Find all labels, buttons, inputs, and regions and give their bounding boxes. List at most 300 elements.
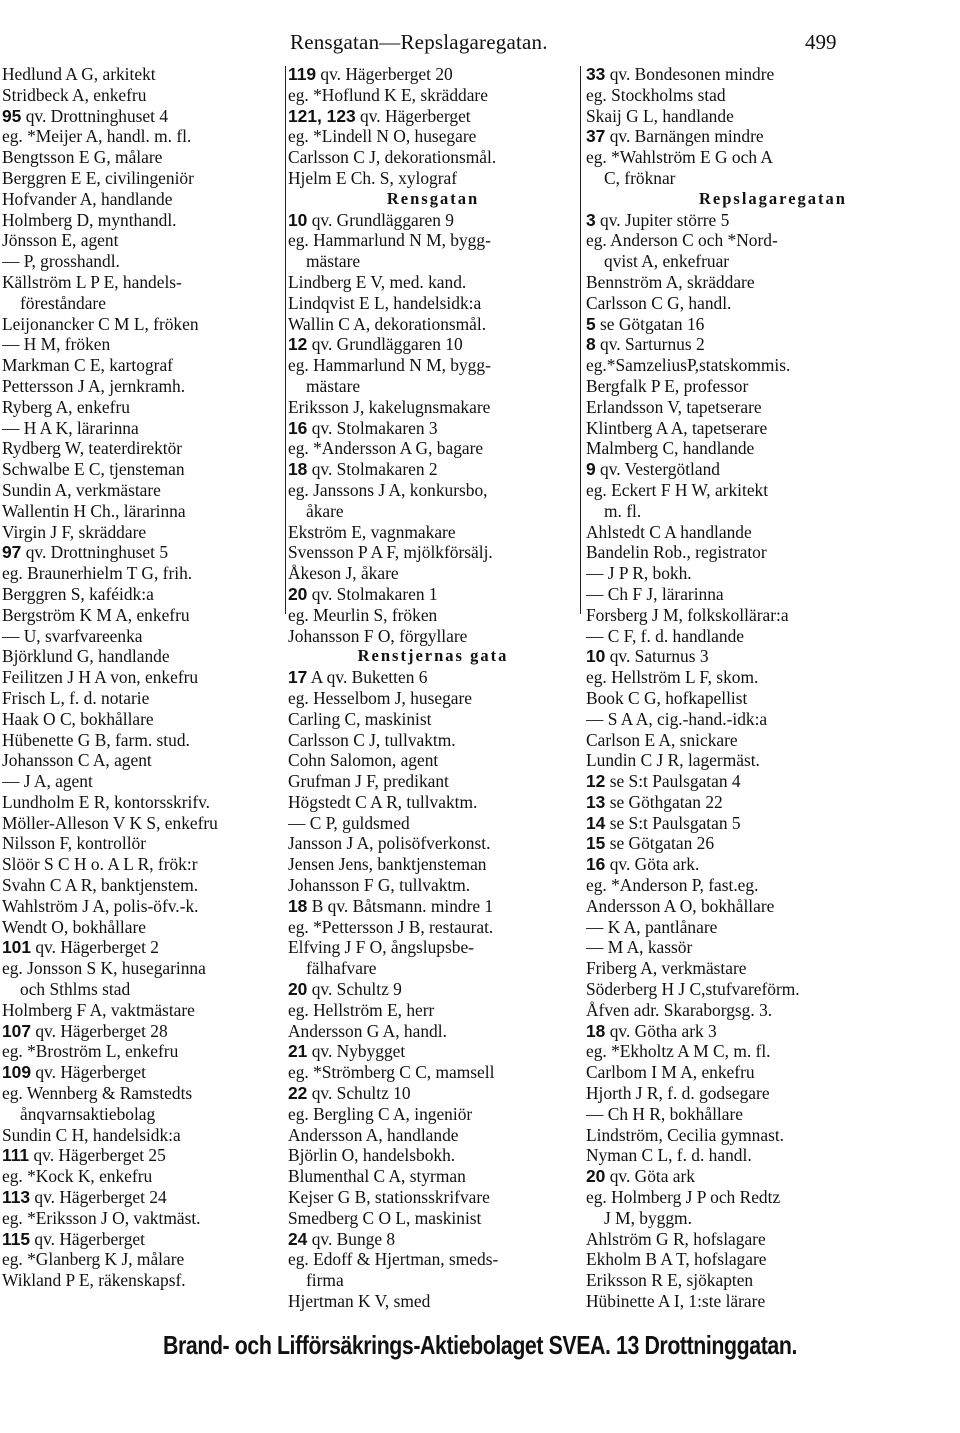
- entry-text: Malmberg C, handlande: [586, 438, 755, 459]
- resident-entry: [288, 438, 578, 459]
- entry-text: Lundin C J R, lagermäst.: [586, 750, 760, 771]
- property-number: 107: [2, 1020, 32, 1041]
- resident-entry: [288, 1000, 578, 1021]
- entry-text: Wallentin H Ch., lärarinna: [2, 500, 186, 521]
- resident-entry: [2, 813, 280, 834]
- resident-entry: [586, 1187, 960, 1208]
- resident-entry: [288, 1187, 578, 1208]
- resident-entry: [2, 626, 280, 647]
- entry-text: Hedlund A G, arkitekt: [2, 64, 156, 84]
- resident-entry: [288, 709, 578, 730]
- entry-text: eg. *Strömberg C C, mamsell: [288, 1062, 495, 1083]
- entry-text: Frisch L, f. d. notarie: [2, 687, 150, 708]
- property-entry: [586, 314, 960, 335]
- street-heading: [288, 189, 578, 210]
- entry-text: Ahlström G R, hofslagare: [586, 1228, 766, 1249]
- entry-text: Smedberg C O L, maskinist: [288, 1207, 482, 1228]
- entry-text: eg. Meurlin S, fröken: [288, 604, 438, 625]
- resident-entry: [586, 1229, 960, 1250]
- entry-text: Grufman J F, predikant: [288, 771, 449, 792]
- resident-entry: [2, 833, 280, 854]
- entry-text: Carlbom I M A, enkefru: [586, 1062, 755, 1083]
- property-entry: [2, 937, 280, 958]
- property-entry: [586, 646, 960, 667]
- entry-text: Lindqvist E L, handelsidk:a: [288, 292, 482, 313]
- entry-text: Repslagaregatan: [699, 188, 847, 208]
- resident-entry: [2, 750, 280, 771]
- entry-text: eg. *Wahlström E G och A: [586, 147, 773, 168]
- resident-entry: [2, 1000, 280, 1021]
- resident-entry: [288, 147, 578, 168]
- property-entry: [2, 542, 280, 563]
- resident-entry: [586, 230, 960, 251]
- resident-entry: [288, 1145, 578, 1166]
- resident-entry: [288, 1291, 578, 1312]
- resident-entry: [288, 563, 578, 584]
- entry-text: Berggren E E, civilingeniör: [2, 167, 194, 188]
- entry-text: eg. *Anderson P, fast.eg.: [586, 875, 759, 896]
- resident-entry: [2, 522, 280, 543]
- resident-entry: [586, 937, 960, 958]
- property-entry: [288, 64, 578, 85]
- entry-text: Hübinette A I, 1:ste lärare: [586, 1291, 766, 1312]
- resident-entry: [2, 605, 280, 626]
- entry-text: Bergfalk P E, professor: [586, 375, 749, 396]
- property-entry: [586, 459, 960, 480]
- entry-text: Rydberg W, teaterdirektör: [2, 438, 183, 459]
- property-number: 20: [288, 583, 308, 604]
- entry-text: qv. Hägerberget: [30, 1228, 145, 1249]
- property-number: 113: [2, 1187, 31, 1208]
- property-number: 101: [2, 937, 32, 958]
- resident-entry: [288, 771, 578, 792]
- entry-text: Erlandsson V, tapetserare: [586, 396, 762, 417]
- property-number: 95: [2, 105, 22, 126]
- entry-text: Forsberg J M, folkskollärar:a: [586, 604, 789, 625]
- resident-entry: [2, 251, 280, 272]
- resident-entry: [2, 85, 280, 106]
- resident-entry: [288, 480, 578, 501]
- entry-text: Bengtsson E G, målare: [2, 147, 163, 168]
- entry-text: eg. Braunerhielm T G, frih.: [2, 563, 193, 584]
- resident-entry: [2, 418, 280, 439]
- directory-column-1: [2, 64, 280, 1291]
- entry-text: qv. Hägerberget 28: [31, 1020, 168, 1041]
- entry-text: Möller-Alleson V K S, enkefru: [2, 812, 218, 833]
- entry-text: qv. Stolmakaren 1: [307, 583, 438, 604]
- entry-text: eg. Anderson C och *Nord-: [586, 230, 778, 251]
- resident-entry: [586, 750, 960, 771]
- entry-text: Ekholm B A T, hofslagare: [586, 1249, 767, 1270]
- entry-text: — S A A, cig.-hand.-idk:a: [586, 708, 768, 729]
- entry-text: fälhafvare: [306, 958, 377, 979]
- entry-text: — H M, fröken: [2, 334, 111, 355]
- resident-entry: [2, 771, 280, 792]
- entry-text: qv. Grundläggaren 10: [307, 334, 463, 355]
- entry-text: — C F, f. d. handlande: [586, 625, 745, 646]
- property-number: 18: [288, 895, 308, 916]
- entry-text: Friberg A, verkmästare: [586, 958, 747, 979]
- entry-text: Klintberg A A, tapetserare: [586, 417, 768, 438]
- header-title: Rensgatan—Repslagaregatan.: [290, 30, 548, 54]
- resident-entry: [2, 480, 280, 501]
- entry-text: qvist A, enkefruar: [604, 251, 730, 272]
- entry-text: eg. Hammarlund N M, bygg-: [288, 355, 491, 376]
- resident-entry: [2, 979, 280, 1000]
- property-number: 3: [586, 209, 596, 230]
- resident-entry: [288, 792, 578, 813]
- entry-text: qv. Hägerberget: [31, 1062, 146, 1083]
- resident-entry: [586, 979, 960, 1000]
- entry-text: eg. *Glanberg K J, målare: [2, 1249, 185, 1270]
- resident-entry: [288, 1166, 578, 1187]
- property-entry: [586, 1021, 960, 1042]
- column-divider: [580, 66, 581, 614]
- resident-entry: [2, 334, 280, 355]
- property-number: 15: [586, 833, 606, 854]
- entry-text: firma: [306, 1270, 344, 1291]
- entry-text: qv. Barnängen mindre: [605, 126, 764, 147]
- resident-entry: [2, 1104, 280, 1125]
- entry-text: qv. Göta ark.: [605, 854, 700, 875]
- entry-text: Hjelm E Ch. S, xylograf: [288, 167, 458, 188]
- resident-entry: [288, 854, 578, 875]
- resident-entry: [586, 397, 960, 418]
- property-number: 20: [288, 979, 308, 1000]
- entry-text: A qv. Buketten 6: [307, 667, 428, 688]
- property-number: 37: [586, 126, 606, 147]
- resident-entry: [586, 106, 960, 127]
- entry-text: qv. Schultz 10: [307, 1083, 411, 1104]
- property-entry: [2, 1187, 280, 1208]
- entry-text: Johansson F O, förgyllare: [288, 625, 468, 646]
- entry-text: qv. Göta ark: [605, 1166, 696, 1187]
- entry-text: Björklund G, handlande: [2, 646, 170, 667]
- property-entry: [2, 1229, 280, 1250]
- resident-entry: [288, 688, 578, 709]
- property-entry: [288, 667, 578, 688]
- entry-text: eg. Jonsson S K, husegarinna: [2, 958, 206, 979]
- entry-text: Pettersson J A, jernkramh.: [2, 375, 186, 396]
- entry-text: eg. *Hoflund K E, skräddare: [288, 84, 488, 105]
- resident-entry: [288, 501, 578, 522]
- resident-entry: [586, 501, 960, 522]
- resident-entry: [2, 459, 280, 480]
- resident-entry: [586, 1291, 960, 1312]
- property-number: 119: [288, 64, 317, 84]
- resident-entry: [288, 1125, 578, 1146]
- property-entry: [586, 771, 960, 792]
- entry-text: Markman C E, kartograf: [2, 355, 173, 376]
- resident-entry: [586, 709, 960, 730]
- property-number: 8: [586, 334, 596, 355]
- entry-text: — J P R, bokh.: [586, 563, 692, 584]
- entry-text: och Sthlms stad: [20, 979, 131, 1000]
- entry-text: Carling C, maskinist: [288, 708, 432, 729]
- property-number: 121, 123: [288, 105, 356, 126]
- property-entry: [288, 979, 578, 1000]
- resident-entry: [586, 1000, 960, 1021]
- resident-entry: [2, 1208, 280, 1229]
- property-entry: [586, 833, 960, 854]
- property-number: 97: [2, 542, 22, 563]
- entry-text: m. fl.: [604, 500, 642, 521]
- entry-text: Eriksson J, kakelugnsmakare: [288, 396, 491, 417]
- entry-text: qv. Stolmakaren 2: [307, 459, 438, 480]
- resident-entry: [586, 542, 960, 563]
- resident-entry: [2, 376, 280, 397]
- entry-text: Wikland P E, räkenskapsf.: [2, 1270, 186, 1291]
- entry-text: Carlsson C J, tullvaktm.: [288, 729, 456, 750]
- entry-text: eg. Eckert F H W, arkitekt: [586, 479, 769, 500]
- entry-text: eg. Hammarlund N M, bygg-: [288, 230, 491, 251]
- resident-entry: [288, 397, 578, 418]
- property-number: 16: [288, 417, 308, 438]
- resident-entry: [2, 168, 280, 189]
- entry-text: Bennström A, skräddare: [586, 271, 755, 292]
- entry-text: eg. Hesselbom J, husegare: [288, 687, 473, 708]
- resident-entry: [288, 730, 578, 751]
- resident-entry: [586, 917, 960, 938]
- property-number: 13: [586, 791, 606, 812]
- entry-text: föreståndare: [20, 292, 106, 313]
- directory-column-2: [288, 64, 578, 1312]
- entry-text: Lindberg E V, med. kand.: [288, 271, 467, 292]
- entry-text: Wallin C A, dekorationsmål.: [288, 313, 487, 334]
- entry-text: Björlin O, handelsbokh.: [288, 1145, 456, 1166]
- resident-entry: [288, 813, 578, 834]
- entry-text: eg. *Pettersson J B, restaurat.: [288, 916, 494, 937]
- resident-entry: [586, 626, 960, 647]
- entry-text: Leijonancker C M L, fröken: [2, 313, 199, 334]
- entry-text: qv. Hägerberget: [355, 105, 471, 126]
- entry-text: Carlsson C G, handl.: [586, 292, 732, 313]
- property-number: 17: [288, 667, 308, 688]
- property-number: 111: [2, 1145, 30, 1166]
- resident-entry: [2, 958, 280, 979]
- resident-entry: [2, 355, 280, 376]
- street-heading: [586, 189, 960, 210]
- entry-text: eg. Hellström E, herr: [288, 999, 435, 1020]
- resident-entry: [2, 1166, 280, 1187]
- property-entry: [2, 1021, 280, 1042]
- entry-text: se Götgatan 26: [605, 833, 715, 854]
- property-entry: [288, 334, 578, 355]
- entry-text: Book C G, hofkapellist: [586, 687, 748, 708]
- entry-text: Lindström, Cecilia gymnast.: [586, 1124, 785, 1145]
- resident-entry: [2, 438, 280, 459]
- entry-text: Carlson E A, snickare: [586, 729, 738, 750]
- entry-text: qv. Hägerberget 2: [31, 937, 159, 958]
- property-number: 9: [586, 459, 596, 480]
- resident-entry: [586, 85, 960, 106]
- entry-text: Carlsson C J, dekorationsmål.: [288, 147, 497, 168]
- resident-entry: [586, 1125, 960, 1146]
- resident-entry: [586, 168, 960, 189]
- property-entry: [288, 896, 578, 917]
- resident-entry: [586, 1145, 960, 1166]
- resident-entry: [288, 355, 578, 376]
- resident-entry: [288, 251, 578, 272]
- page-number: 499: [805, 30, 837, 54]
- resident-entry: [288, 293, 578, 314]
- entry-text: C, fröknar: [604, 167, 676, 188]
- entry-text: Rensgatan: [386, 188, 480, 208]
- resident-entry: [586, 605, 960, 626]
- entry-text: Schwalbe E C, tjensteman: [2, 459, 185, 480]
- entry-text: mästare: [306, 375, 361, 396]
- entry-text: åkare: [306, 500, 344, 521]
- resident-entry: [586, 418, 960, 439]
- entry-text: qv. Hägerberget 20: [316, 64, 453, 84]
- resident-entry: [288, 833, 578, 854]
- resident-entry: [288, 522, 578, 543]
- entry-text: eg. Janssons J A, konkursbo,: [288, 479, 488, 500]
- property-number: 16: [586, 854, 606, 875]
- property-entry: [586, 1166, 960, 1187]
- property-number: 10: [288, 209, 308, 230]
- resident-entry: [586, 376, 960, 397]
- entry-text: — H A K, lärarinna: [2, 417, 139, 438]
- resident-entry: [586, 1208, 960, 1229]
- property-number: 10: [586, 646, 606, 667]
- resident-entry: [288, 917, 578, 938]
- entry-text: Blumenthal C A, styrman: [288, 1166, 466, 1187]
- resident-entry: [2, 896, 280, 917]
- entry-text: se S:t Paulsgatan 4: [605, 771, 741, 792]
- entry-text: eg. *Andersson A G, bagare: [288, 438, 484, 459]
- property-number: 20: [586, 1166, 606, 1187]
- entry-text: Andersson A O, bokhållare: [586, 895, 775, 916]
- entry-text: Elfving J F O, ångslupsbe-: [288, 937, 474, 958]
- resident-entry: [2, 854, 280, 875]
- resident-entry: [288, 958, 578, 979]
- entry-text: qv. Schultz 9: [307, 979, 402, 1000]
- property-number: 109: [2, 1062, 32, 1083]
- entry-text: eg. Wennberg & Ramstedts: [2, 1083, 193, 1104]
- resident-entry: [2, 688, 280, 709]
- resident-entry: [288, 542, 578, 563]
- entry-text: mästare: [306, 251, 361, 272]
- resident-entry: [586, 147, 960, 168]
- resident-entry: [586, 1062, 960, 1083]
- resident-entry: [2, 792, 280, 813]
- entry-text: Cohn Salomon, agent: [288, 750, 439, 771]
- entry-text: B qv. Båtsmann. mindre 1: [307, 895, 494, 916]
- entry-text: eg. *Lindell N O, husegare: [288, 126, 477, 147]
- property-number: 5: [586, 313, 596, 334]
- resident-entry: [586, 563, 960, 584]
- resident-entry: [2, 64, 280, 85]
- entry-text: se S:t Paulsgatan 5: [605, 812, 741, 833]
- property-number: 24: [288, 1228, 308, 1249]
- resident-entry: [288, 1104, 578, 1125]
- entry-text: Källström L P E, handels-: [2, 271, 182, 292]
- resident-entry: [288, 230, 578, 251]
- resident-entry: [2, 563, 280, 584]
- entry-text: eg. *Eriksson J O, vaktmäst.: [2, 1207, 201, 1228]
- resident-entry: [586, 438, 960, 459]
- entry-text: se Götgatan 16: [595, 313, 705, 334]
- resident-entry: [2, 230, 280, 251]
- entry-text: eg. *Broström L, enkefru: [2, 1041, 179, 1062]
- property-number: 33: [586, 64, 606, 84]
- entry-text: Nyman C L, f. d. handl.: [586, 1145, 752, 1166]
- entry-text: — J A, agent: [2, 771, 93, 792]
- resident-entry: [288, 1270, 578, 1291]
- resident-entry: [288, 314, 578, 335]
- resident-entry: [2, 501, 280, 522]
- resident-entry: [2, 667, 280, 688]
- entry-text: Söderberg H J C,stufvareförm.: [586, 979, 800, 1000]
- property-entry: [288, 418, 578, 439]
- resident-entry: [2, 189, 280, 210]
- resident-entry: [2, 730, 280, 751]
- resident-entry: [2, 917, 280, 938]
- entry-text: Ekström E, vagnmakare: [288, 521, 456, 542]
- entry-text: eg. Holmberg J P och Redtz: [586, 1187, 781, 1208]
- entry-text: Andersson A, handlande: [288, 1124, 459, 1145]
- property-number: 18: [288, 459, 308, 480]
- property-entry: [288, 1083, 578, 1104]
- resident-entry: [2, 126, 280, 147]
- resident-entry: [586, 1270, 960, 1291]
- entry-text: Hjertman K V, smed: [288, 1291, 431, 1312]
- resident-entry: [586, 730, 960, 751]
- entry-text: qv. Bunge 8: [307, 1228, 396, 1249]
- resident-entry: [288, 937, 578, 958]
- resident-entry: [586, 522, 960, 543]
- resident-entry: [2, 210, 280, 231]
- property-entry: [288, 1041, 578, 1062]
- entry-text: — M A, kassör: [586, 937, 693, 958]
- entry-text: Andersson G A, handl.: [288, 1020, 447, 1041]
- resident-entry: [2, 1041, 280, 1062]
- entry-text: Kejser G B, stationsskrifvare: [288, 1187, 490, 1208]
- entry-text: Wendt O, bokhållare: [2, 916, 146, 937]
- resident-entry: [586, 688, 960, 709]
- resident-entry: [288, 1021, 578, 1042]
- entry-text: Svensson P A F, mjölkförsälj.: [288, 542, 493, 563]
- property-number: 22: [288, 1083, 308, 1104]
- resident-entry: [288, 85, 578, 106]
- entry-text: Renstjernas gata: [357, 646, 509, 666]
- property-entry: [288, 1229, 578, 1250]
- resident-entry: [288, 1249, 578, 1270]
- entry-text: Jönsson E, agent: [2, 230, 119, 251]
- property-entry: [586, 792, 960, 813]
- entry-text: Åfven adr. Skaraborgsg. 3.: [586, 999, 773, 1020]
- entry-text: eg. Bergling C A, ingeniör: [288, 1103, 473, 1124]
- resident-entry: [586, 480, 960, 501]
- resident-entry: [2, 293, 280, 314]
- entry-text: se Göthgatan 22: [605, 791, 723, 812]
- resident-entry: [2, 875, 280, 896]
- entry-text: Feilitzen J H A von, enkefru: [2, 667, 199, 688]
- entry-text: — P, grosshandl.: [2, 251, 120, 272]
- property-number: 21: [288, 1041, 308, 1062]
- property-entry: [2, 106, 280, 127]
- resident-entry: [2, 1125, 280, 1146]
- entry-text: Berggren S, kaféidk:a: [2, 583, 154, 604]
- property-number: 115: [2, 1228, 31, 1249]
- entry-text: — Ch H R, bokhållare: [586, 1103, 743, 1124]
- entry-text: Jensen Jens, banktjensteman: [288, 854, 487, 875]
- entry-text: — Ch F J, lärarinna: [586, 583, 724, 604]
- entry-text: — C P, guldsmed: [288, 812, 410, 833]
- resident-entry: [2, 646, 280, 667]
- entry-text: Wahlström J A, polis-öfv.-k.: [2, 895, 199, 916]
